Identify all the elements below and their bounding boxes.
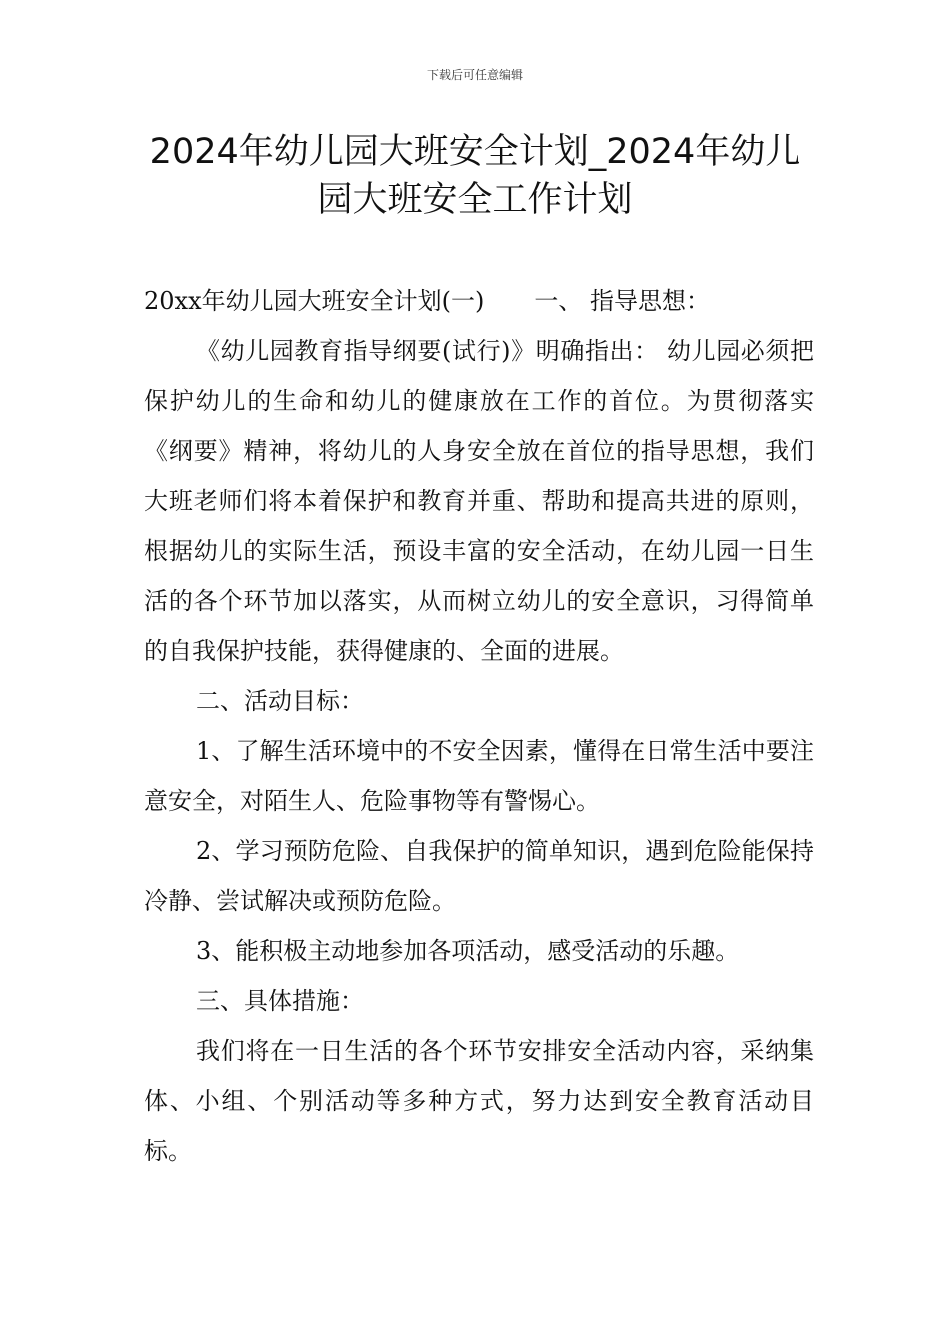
section-heading-2: 二、活动目标： [196, 687, 364, 715]
title-line-2: 园大班安全工作计划 [317, 180, 633, 220]
document-body [144, 276, 814, 1176]
goal-item-3: 3、能积极主动地参加各项活动，感受活动的乐趣。 [196, 937, 740, 965]
section-heading-3: 三、具体措施： [196, 987, 364, 1015]
goal-item-1: 1、了解生活环境中的不安全因素，懂得在日常生活中要注意安全，对陌生人、危险事物等有警惕心。 [144, 737, 814, 815]
document-title [120, 128, 830, 224]
intro-paragraph [144, 276, 814, 326]
goal-item-2: 2、学习预防危险、自我保护的简单知识，遇到危险能保持冷静、尝试解决或预防危险。 [144, 837, 814, 915]
title-line-1: 2024年幼儿园大班安全计划_2024年幼儿 [149, 132, 801, 172]
header-note: 下载后可任意编辑 [426, 68, 523, 82]
section-heading-1: 一、 指导思想： [534, 287, 710, 315]
paragraph-measures: 我们将在一日生活的各个环节安排安全活动内容，采纳集体、小组、个别活动等多种方式，努力达到安全教育活动目标。 [144, 1037, 814, 1165]
intro-text: 20xx年幼儿园大班安全计划(一) [144, 287, 485, 315]
paragraph-guiding-thought: 《幼儿园教育指导纲要(试行)》明确指出： 幼儿园必须把保护幼儿的生命和幼儿的健康放在工作的首位。为贯彻落实《纲要》精神，将幼儿的人身安全放在首位的指导思想，我们大班老师们将本着保护和教育并重、帮助和提高共进的原则，根据幼儿的实际生活，预设丰富的安全活动，在幼儿园一日生活的各个环节加以落实，从而树立幼儿的安全意识，习得简单的自我保护技能，获得健康的、全面的进展。 [144, 337, 814, 665]
